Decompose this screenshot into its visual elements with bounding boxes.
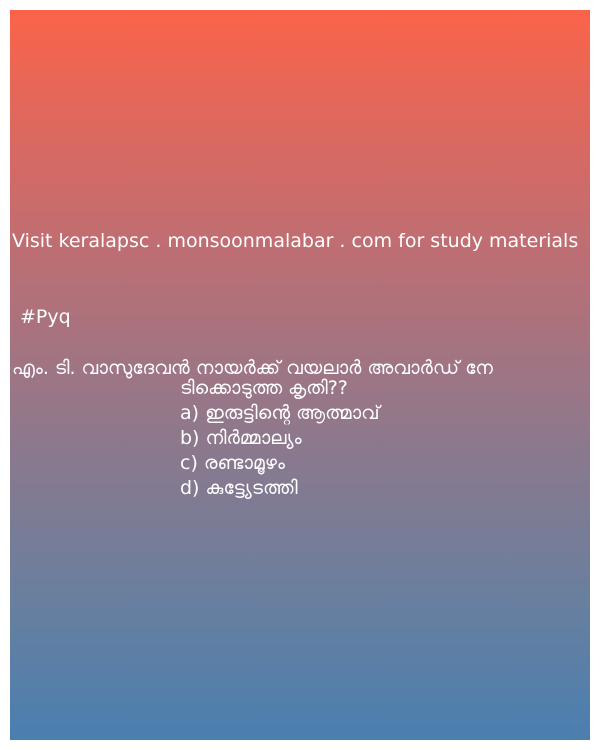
option-d: d) കുട്ട്യേടത്തി [180,477,298,499]
promo-text: Visit keralapsc . monsoonmalabar . com for study materials [12,230,579,252]
option-b: b) നിർമ്മാല്യം [180,427,302,449]
option-c: c) രണ്ടാമൂഴം [180,452,285,474]
question-card [10,10,590,740]
question-line-1: എം. ടി. വാസുദേവൻ നായർക്ക് വയലാർ അവാർഡ് നേ [12,357,493,379]
hashtag: #Pyq [20,306,71,328]
question-line-2: ടിക്കൊടുത്ത കൃതി?? [180,377,348,399]
options-list [180,401,380,501]
option-a: a) ഇരുട്ടിന്റെ ആത്മാവ് [180,402,380,424]
